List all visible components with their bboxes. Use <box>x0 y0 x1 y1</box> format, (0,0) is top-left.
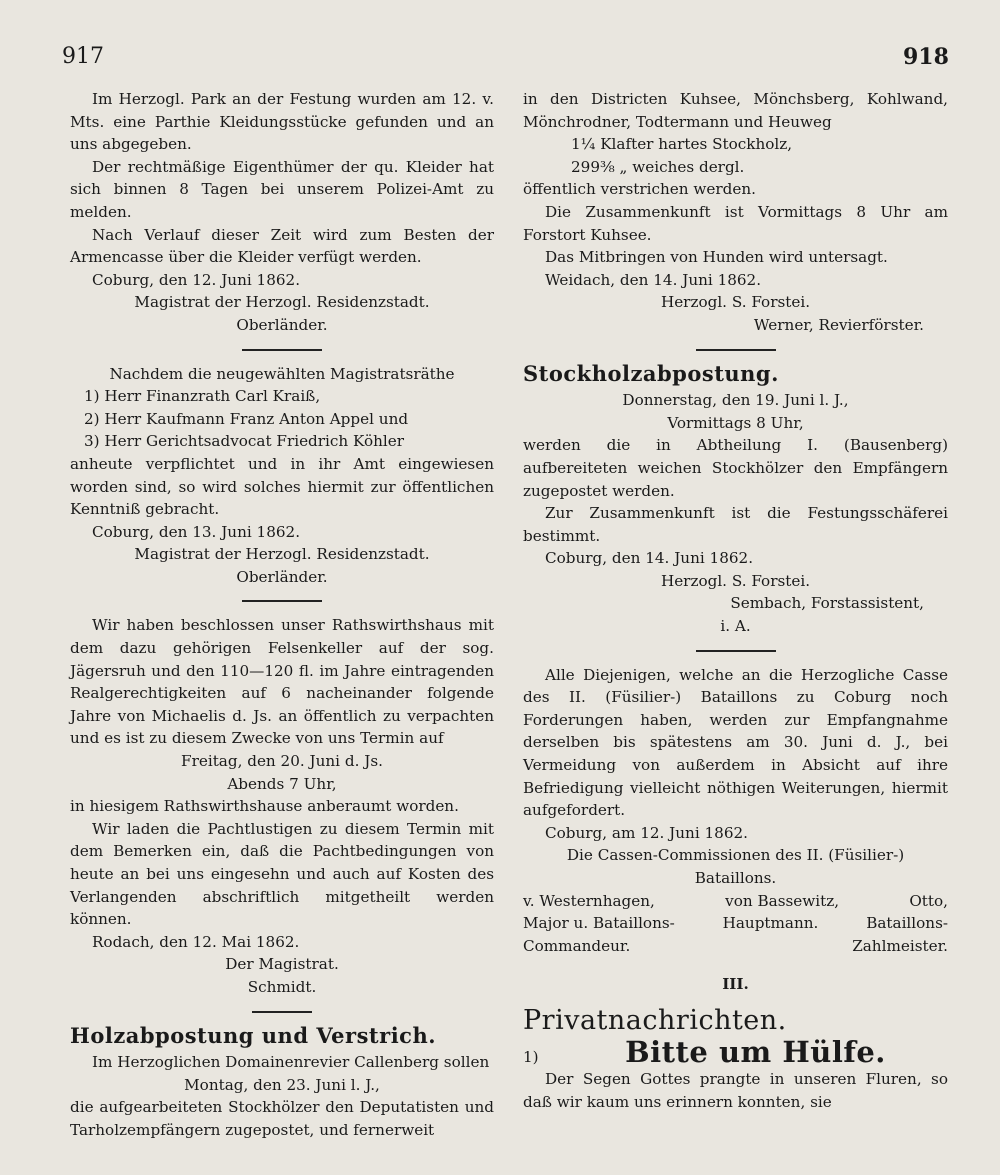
notice-heading: Stockholzabpostung. <box>523 360 779 386</box>
section-private-news <box>523 973 948 1113</box>
signer-role: Commandeur. <box>523 936 631 955</box>
notice-paragraph: Im Herzoglichen Domainenrevier Callenberg sollen <box>92 1053 490 1072</box>
notice-paragraph: die aufgearbeiteten Stockhölzer den Deputatisten und Tarholzempfängern zugepostet, und fernerweit <box>70 1098 494 1139</box>
notice-paragraph: in hiesigem Rathswirthshause anberaumt worden. <box>70 797 459 816</box>
notice-paragraph: Der Segen Gottes prangte in unseren Fluren, so daß wir kaum uns erinnern konnten, sie <box>523 1070 948 1111</box>
notice-tavern-lease <box>70 614 494 998</box>
notice-paragraph: in den Districten Kuhsee, Mönchsberg, Kohlwand, Mönchrodner, Todtermann und Heuweg <box>523 90 948 131</box>
notice-date-line: Abends 7 Uhr, <box>227 774 337 793</box>
notice-heading: Holzabpostung und Verstrich. <box>70 1022 437 1048</box>
signature-roles-row <box>523 935 948 958</box>
signature-roles-row <box>523 912 948 935</box>
notice-date: Coburg, den 12. Juni 1862. <box>92 270 301 289</box>
divider <box>242 600 322 602</box>
item-heading-row <box>523 1034 948 1069</box>
notice-authority: Die Cassen-Commissionen des II. (Füsilier-) <box>566 846 905 865</box>
notice-paragraph: Wir haben beschlossen unser Rathswirthshaus mit dem dazu gehörigen Felsenkeller auf der sog. Jägersruh und den 110—120 fl. im Jahre eintragenden Realgerechtigkeiten auf 6 nacheinander folgende Jahre von Michaelis d. Js. an öffentlich zu verpachten und es ist zu diesem Zwecke von uns Termin auf <box>70 616 494 748</box>
notice-paragraph: Alle Diejenigen, welche an die Herzogliche Casse des II. (Füsilier-) Bataillons zu Coburg noch Forderungen haben, werden zur Empfangnahme derselben bis spätestens am 30. Juni d. J., bei Vermeidung von außerdem in Absicht auf ihre Befriedigung vielleicht nöthigen Weiterungen, hiermit aufgefordert. <box>523 665 948 820</box>
notice-signer: Sembach, Forstassistent, <box>730 594 924 613</box>
notice-authority: Bataillons. <box>694 869 777 887</box>
notice-date-line: Vormittags 8 Uhr, <box>667 413 804 432</box>
page-number-right: 918 <box>903 44 949 70</box>
notice-authority: Magistrat der Herzogl. Residenzstadt. <box>134 545 430 564</box>
notice-paragraph: Die Zusammenkunft ist Vormittags 8 Uhr am Forstort Kuhsee. <box>523 202 948 244</box>
notice-paragraph: Wir laden die Pachtlustigen zu diesem Termin mit dem Bemerken ein, daß die Pachtbedingungen von heute an bei uns eingesehn und auch auf Kosten des Verlangenden abschriftlich mitgetheilt werden können. <box>70 819 494 929</box>
notice-wood-auction <box>70 1022 494 1142</box>
notice-battalion-claims <box>523 664 948 958</box>
notice-date: Coburg, den 14. Juni 1862. <box>545 549 754 568</box>
notice-date-line: Freitag, den 20. Juni d. Js. <box>181 752 383 771</box>
notice-date: Rodach, den 12. Mai 1862. <box>92 932 300 951</box>
notice-paragraph: werden die in Abtheilung I. (Bausenberg) aufbereiteten weichen Stockhölzer den Empfängern zugepostet werden. <box>523 436 948 500</box>
wood-quantity: 1¼ Klafter hartes Stockholz, <box>571 135 793 154</box>
notice-signer: Oberländer. <box>236 315 328 334</box>
section-title: Privatnachrichten. <box>523 1004 787 1036</box>
notice-date: Coburg, den 13. Juni 1862. <box>92 522 301 541</box>
notice-paragraph: anheute verpflichtet und in ihr Amt eingewiesen worden sind, so wird solches hiermit zur öffentlichen Kenntniß gebracht. <box>70 454 494 519</box>
notice-signer: Schmidt. <box>247 977 317 996</box>
divider <box>696 650 776 652</box>
notice-signer: Werner, Revierförster. <box>753 315 924 334</box>
list-item: 3) Herr Gerichtsadvocat Friedrich Köhler <box>84 432 404 451</box>
notice-paragraph: Zur Zusammenkunft ist die Festungsschäferei bestimmt. <box>523 504 948 545</box>
signature-names-row <box>523 890 948 913</box>
notice-paragraph: Nach Verlauf dieser Zeit wird zum Besten der Armencasse über die Kleider verfügt werden. <box>70 225 494 267</box>
notice-authority: Der Magistrat. <box>225 955 339 974</box>
notice-authority: Herzogl. S. Forstei. <box>660 293 811 312</box>
list-item: 1) Herr Finanzrath Carl Kraiß, <box>84 387 321 406</box>
right-column <box>523 88 948 1113</box>
signer-name: Otto, <box>909 891 948 910</box>
signer-name: v. Westernhagen, <box>523 891 655 910</box>
divider <box>252 1011 312 1013</box>
notice-paragraph: Das Mitbringen von Hunden wird untersagt. <box>545 248 888 267</box>
notice-lost-clothing <box>70 88 494 337</box>
notice-signer: i. A. <box>720 617 751 636</box>
signer-role: Hauptmann. <box>722 914 819 933</box>
signer-role: Bataillons- <box>866 914 948 933</box>
notice-authority: Magistrat der Herzogl. Residenzstadt. <box>134 293 430 312</box>
section-numeral: III. <box>722 975 749 994</box>
page-number-left: 917 <box>62 44 104 69</box>
notice-date-line: Montag, den 23. Juni l. J., <box>184 1075 380 1094</box>
notice-date-line: Donnerstag, den 19. Juni l. J., <box>622 391 849 410</box>
notice-paragraph: Im Herzogl. Park an der Festung wurden am 12. v. Mts. eine Parthie Kleidungsstücke gefunden und an uns abgegeben. <box>70 90 494 154</box>
spacer <box>523 957 948 973</box>
notice-magistrate-councillors <box>70 363 494 589</box>
divider <box>696 349 776 351</box>
signer-name: von Bassewitz, <box>725 891 840 910</box>
notice-signer: Oberländer. <box>236 567 328 586</box>
notice-wood-auction-continued <box>523 88 948 337</box>
wood-quantity: 299⅜ „ weiches dergl. <box>571 157 745 176</box>
notice-date: Weidach, den 14. Juni 1862. <box>545 270 762 289</box>
notice-date: Coburg, am 12. Juni 1862. <box>545 823 748 842</box>
notice-stump-wood <box>523 360 948 638</box>
divider <box>242 349 322 351</box>
list-item: 2) Herr Kaufmann Franz Anton Appel und <box>84 409 409 428</box>
notice-authority: Herzogl. S. Forstei. <box>660 571 811 590</box>
notice-paragraph: öffentlich verstrichen werden. <box>523 180 756 199</box>
notice-paragraph: Der rechtmäßige Eigenthümer der qu. Kleider hat sich binnen 8 Tagen bei unserem Polizei-Amt zu melden. <box>70 157 494 221</box>
item-heading: Bitte um Hülfe. <box>625 1034 886 1069</box>
signer-role: Zahlmeister. <box>852 936 948 955</box>
signer-role: Major u. Bataillons- <box>523 914 675 933</box>
notice-intro: Nachdem die neugewählten Magistratsräthe <box>109 364 455 383</box>
left-column <box>70 88 494 1142</box>
item-number: 1) <box>523 1047 539 1066</box>
